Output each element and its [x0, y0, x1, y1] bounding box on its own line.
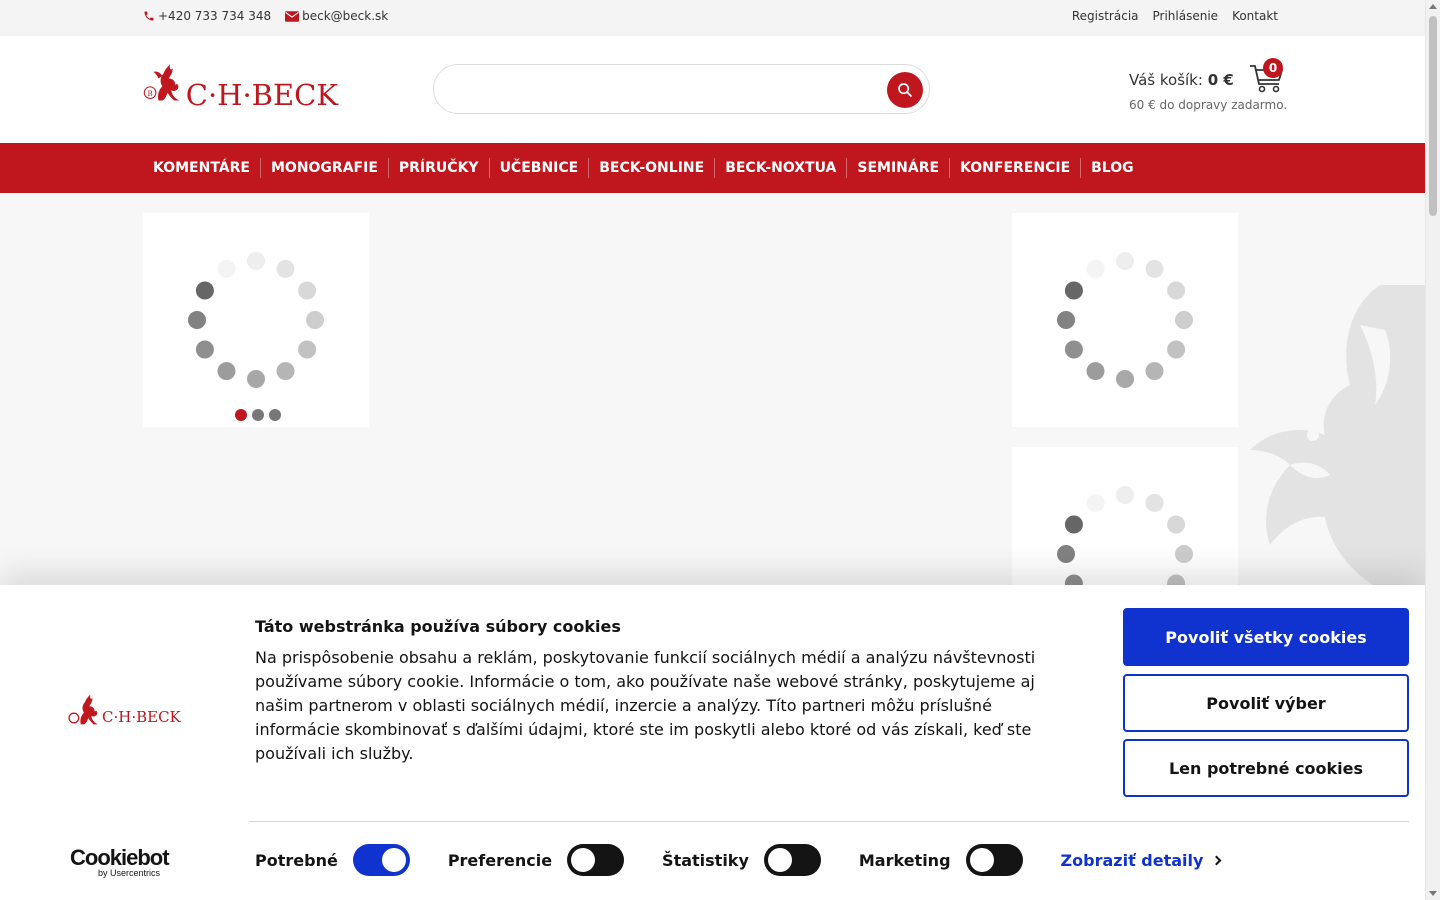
- consent-necessary: [255, 844, 410, 876]
- cookie-banner-divider: [249, 821, 1409, 822]
- cookiebot-sub: by Usercentrics: [98, 868, 161, 878]
- toggle-knob: [571, 848, 595, 872]
- consent-label: Preferencie: [447, 850, 553, 870]
- necessary-toggle[interactable]: [353, 844, 410, 876]
- search-input[interactable]: [452, 77, 872, 101]
- griffin-logo-icon: [68, 693, 100, 727]
- cart-label: Váš košík:: [1129, 71, 1203, 89]
- nav-item-ucebnice[interactable]: UČEBNICE: [490, 158, 590, 178]
- allow-all-cookies-button[interactable]: Povoliť všetky cookies: [1123, 608, 1409, 666]
- cookiebot-logo[interactable]: [70, 845, 169, 878]
- cookie-logo-wordmark: C·H·BECK: [102, 708, 181, 726]
- nav-item-blog[interactable]: BLOG: [1091, 160, 1134, 176]
- loading-spinner-icon: [1012, 213, 1238, 427]
- necessary-only-button[interactable]: Len potrebné cookies: [1123, 739, 1409, 797]
- preferences-toggle[interactable]: [567, 844, 624, 876]
- consent-preferences: [448, 844, 624, 876]
- page-scrollbar[interactable]: [1425, 0, 1440, 900]
- contact-link[interactable]: Kontakt: [1232, 9, 1278, 23]
- show-details-link[interactable]: [1061, 851, 1221, 870]
- marketing-toggle[interactable]: [966, 844, 1023, 876]
- promo-banner[interactable]: [1012, 213, 1238, 427]
- login-link[interactable]: Prihlásenie: [1152, 9, 1219, 23]
- contact-info: [143, 9, 388, 23]
- envelope-icon: [285, 11, 299, 22]
- slider-dot[interactable]: [235, 409, 247, 421]
- phone-contact[interactable]: [143, 9, 271, 23]
- nav-item-beck-noxtua[interactable]: BECK-NOXTUA: [715, 158, 847, 178]
- scrollbar-thumb[interactable]: [1429, 16, 1437, 216]
- cookie-banner-title: Táto webstránka používa súbory cookies: [255, 617, 621, 636]
- scroll-down-arrow-icon[interactable]: [1429, 891, 1437, 896]
- slider-dot[interactable]: [252, 409, 264, 421]
- cookie-consent-banner: [0, 585, 1425, 900]
- search-bar: [433, 64, 930, 114]
- site-header: [0, 36, 1425, 143]
- nav-item-seminare[interactable]: SEMINÁRE: [847, 158, 950, 178]
- toggle-knob: [382, 848, 406, 872]
- griffin-watermark-icon: [1230, 285, 1425, 605]
- show-details-label: Zobraziť detaily: [1060, 850, 1204, 870]
- consent-label: Potrebné: [255, 850, 338, 870]
- cart-total: 0 €: [1207, 71, 1234, 89]
- logo-wordmark: C·H·BECK: [185, 78, 338, 112]
- cart-widget[interactable]: [1129, 62, 1289, 122]
- statistics-toggle[interactable]: [764, 844, 821, 876]
- scroll-up-arrow-icon[interactable]: [1429, 4, 1437, 9]
- cookiebot-name: Cookiebot: [70, 845, 169, 870]
- promo-slider[interactable]: [143, 213, 369, 427]
- email-contact[interactable]: [285, 9, 388, 23]
- griffin-logo-icon: [143, 52, 182, 114]
- nav-item-monografie[interactable]: MONOGRAFIE: [261, 158, 389, 178]
- consent-label: Štatistiky: [662, 850, 749, 870]
- phone-number: +420 733 734 348: [158, 9, 272, 23]
- slider-dot[interactable]: [269, 409, 281, 421]
- chevron-right-icon: [1212, 855, 1222, 865]
- email-address: beck@beck.sk: [302, 9, 389, 23]
- loading-spinner-icon: [143, 213, 369, 427]
- account-links: [1072, 9, 1278, 23]
- toggle-knob: [970, 848, 994, 872]
- phone-icon: [143, 10, 155, 22]
- consent-toggles: [255, 844, 1220, 876]
- slider-pagination: [235, 409, 281, 421]
- nav-item-komentare[interactable]: KOMENTÁRE: [143, 158, 261, 178]
- nav-item-konferencie[interactable]: KONFERENCIE: [950, 158, 1081, 178]
- svg-text:B: B: [147, 88, 153, 98]
- cookie-banner-text: Na prispôsobenie obsahu a reklám, poskytovanie funkcií sociálnych médií a analýzu návštevnosti používame súbory cookie. Informácie o tom, ako používate naše webové stránky, poskytujeme aj našim partnerom v oblasti sociálnych médií, inzercie a analýzy. Títo partneri môžu príslušné informácie skombinovať s ďalšími údajmi, ktoré ste im poskytli alebo ktoré od vás získali, keď ste používali ich služby.: [255, 648, 1036, 763]
- top-bar: [0, 0, 1425, 36]
- cart-count-badge: 0: [1263, 58, 1283, 78]
- nav-item-prirucky[interactable]: PRÍRUČKY: [389, 158, 490, 178]
- search-icon: [897, 82, 913, 98]
- toggle-knob: [768, 848, 792, 872]
- nav-item-beck-online[interactable]: BECK-ONLINE: [589, 158, 715, 178]
- cart-summary: [1129, 71, 1234, 89]
- consent-label: Marketing: [858, 850, 951, 870]
- free-shipping-note: 60 € do dopravy zadarmo.: [1129, 98, 1288, 112]
- cookie-banner-logo: [68, 693, 181, 727]
- site-logo[interactable]: [143, 52, 338, 114]
- consent-statistics: [662, 844, 821, 876]
- consent-marketing: [859, 844, 1023, 876]
- main-navigation: [0, 143, 1425, 193]
- allow-selection-button[interactable]: Povoliť výber: [1123, 674, 1409, 732]
- register-link[interactable]: Registrácia: [1071, 9, 1139, 23]
- search-button[interactable]: [887, 72, 923, 108]
